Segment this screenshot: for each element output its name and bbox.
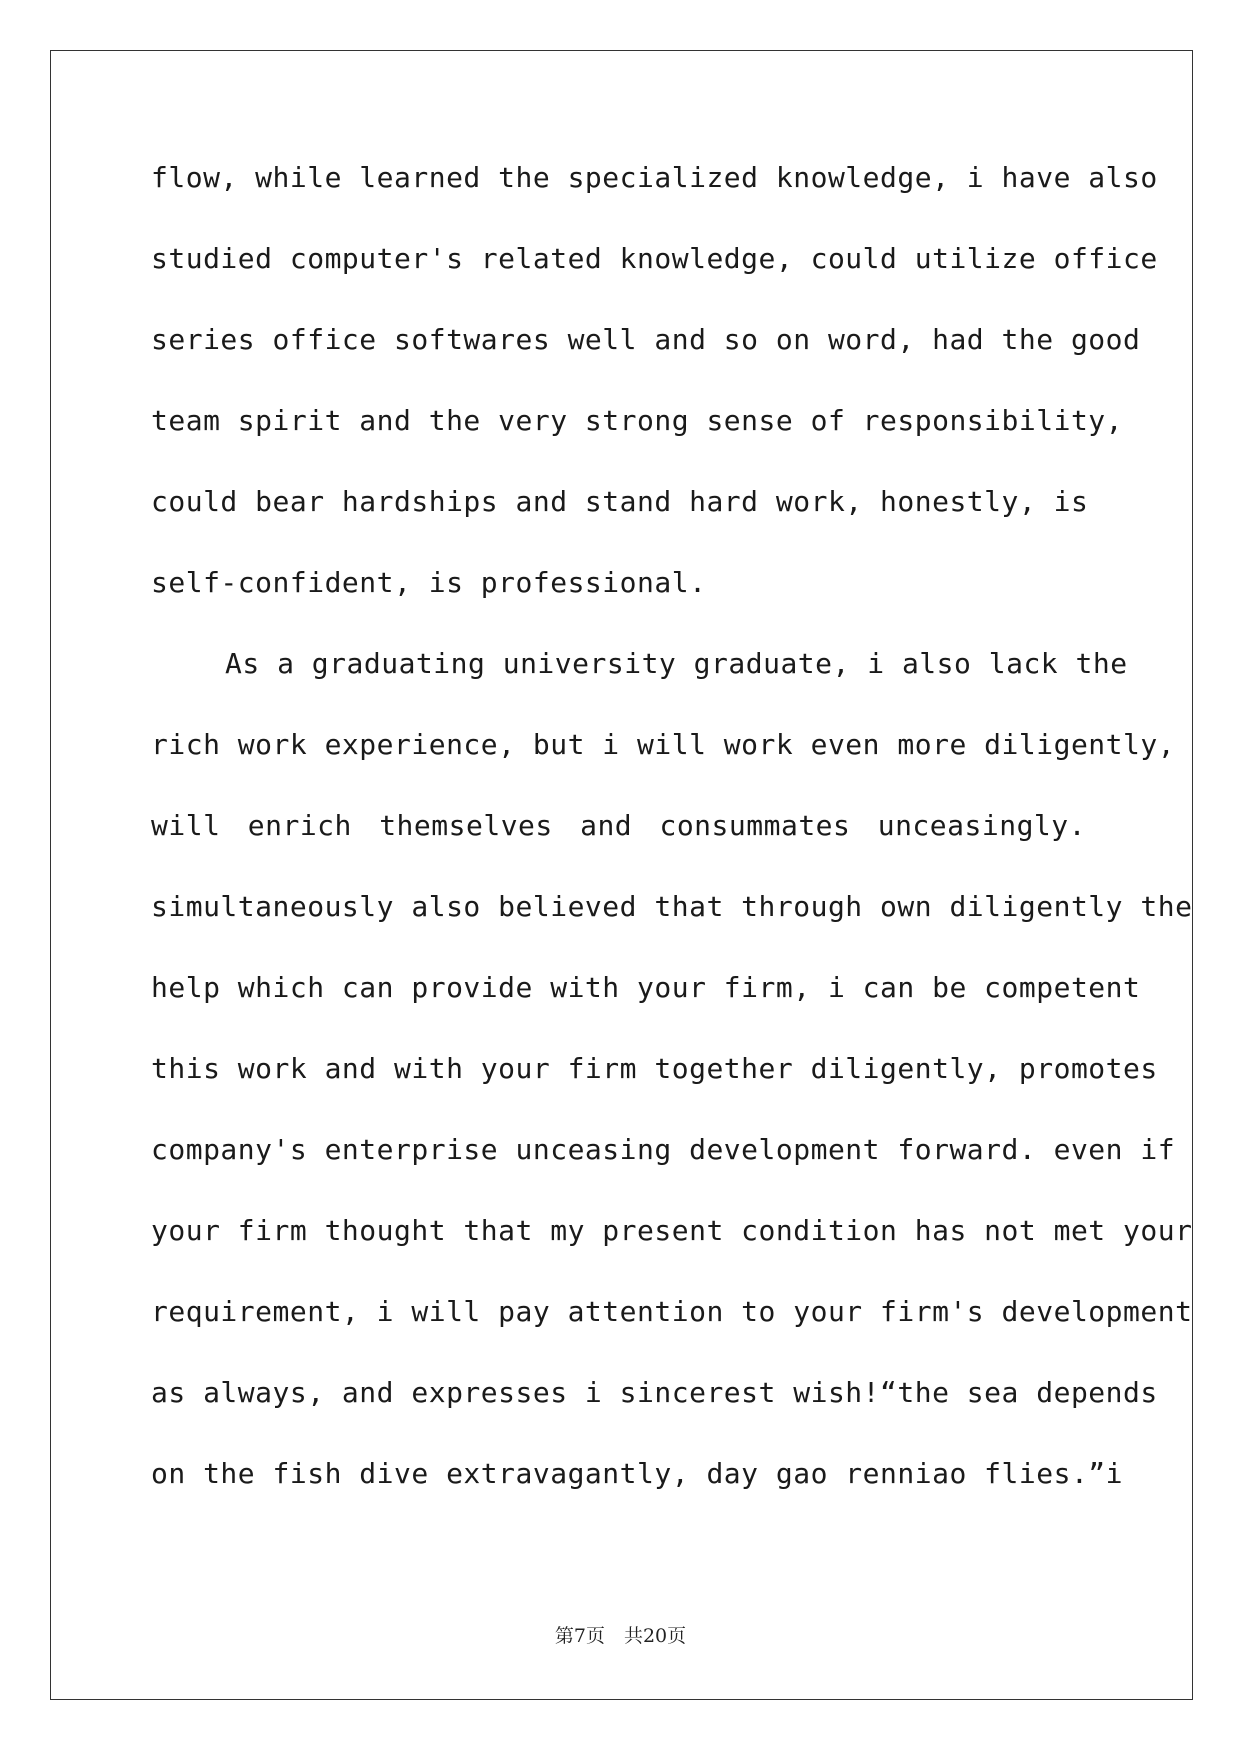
text-line: will enrich themselves and consummates unceasingly.	[151, 809, 1086, 842]
text-line: as always, and expresses i sincerest wish!“the sea depends	[151, 1376, 1158, 1409]
text-line: studied computer's related knowledge, could utilize office	[151, 242, 1158, 275]
text-line: flow, while learned the specialized knowledge, i have also	[151, 161, 1158, 194]
text-line: requirement, i will pay attention to your firm's development	[151, 1295, 1193, 1328]
text-line: simultaneously also believed that through own diligently the	[151, 890, 1193, 923]
text-line: on the fish dive extravagantly, day gao renniao flies.”i	[151, 1457, 1124, 1490]
text-line: could bear hardships and stand hard work, honestly, is	[151, 485, 1089, 518]
text-line: this work and with your firm together diligently, promotes	[151, 1052, 1158, 1085]
text-line: your firm thought that my present condition has not met your	[151, 1214, 1193, 1247]
text-line: rich work experience, but i will work even more diligently,	[151, 728, 1176, 761]
body-text	[151, 158, 1193, 1535]
text-line: As a graduating university graduate, i also lack the	[225, 647, 1128, 680]
text-line: company's enterprise unceasing development forward. even if	[151, 1133, 1176, 1166]
text-line: team spirit and the very strong sense of responsibility,	[151, 404, 1124, 437]
text-line: self-confident, is professional.	[151, 566, 707, 599]
text-line: help which can provide with your firm, i can be competent	[151, 971, 1141, 1004]
text-line: series office softwares well and so on word, had the good	[151, 323, 1141, 356]
page-number-footer: 第7页 共20页	[554, 1625, 687, 1647]
